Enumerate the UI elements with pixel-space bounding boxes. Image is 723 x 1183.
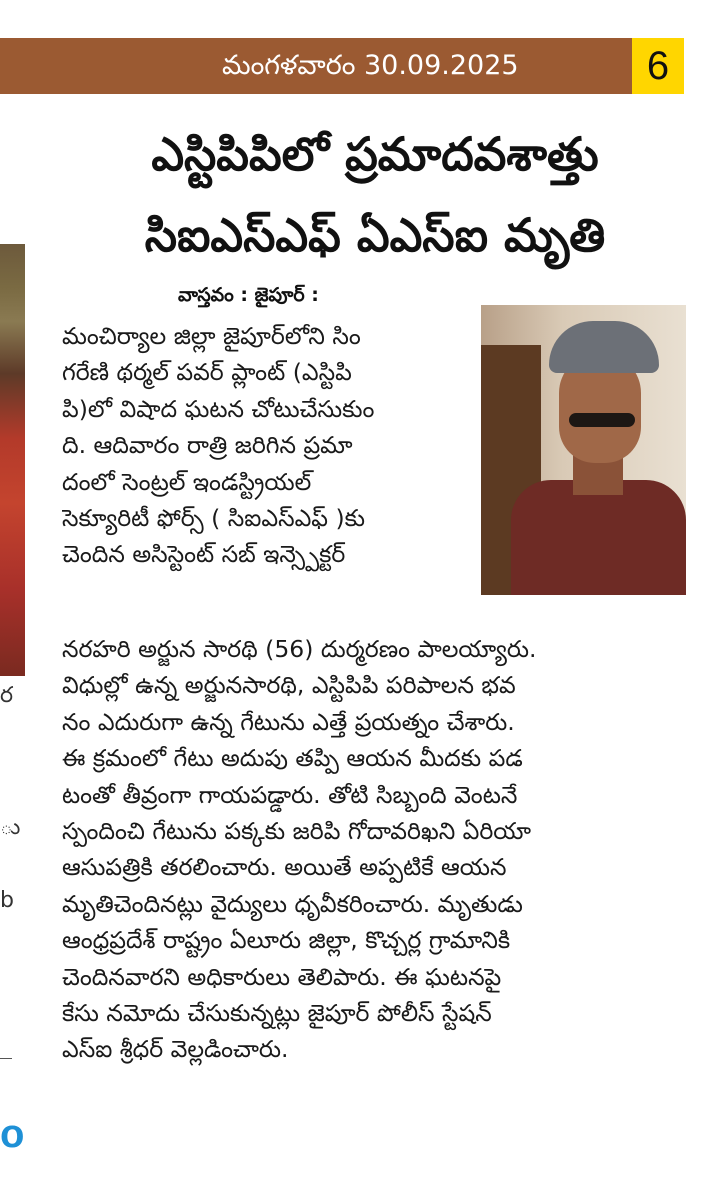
header-date: మంగళవారం 30.09.2025: [222, 50, 519, 81]
body-line: దంలో సెంట్రల్ ఇండస్ట్రియల్: [62, 467, 312, 496]
body-line: మృతిచెందినట్లు వైద్యులు ధృవీకరించారు. మృతుడు: [62, 889, 523, 918]
body-line: ఎస్ఐ శ్రీధర్ వెల్లడించారు.: [62, 1035, 289, 1064]
article-body-column: [62, 318, 477, 573]
body-line: గరేణి థర్మల్ పవర్ ప్లాంట్ (ఎస్టిపి: [62, 358, 352, 387]
body-line: ఈ క్రమంలో గేటు అదుపు తప్పి ఆయన మీదకు పడ: [62, 744, 523, 773]
article-body-full: [62, 631, 682, 1068]
headline-line-1: ఎస్టిపిపిలో ప్రమాదవశాత్తు: [151, 127, 599, 181]
body-line: నరహరి అర్జున సారథి (56) దుర్మరణం పాలయ్యారు.: [62, 635, 537, 663]
body-line: మంచిర్యాల జిల్లా జైపూర్‌లోని సిం: [62, 322, 361, 350]
headline-line-2: సిఐఎస్ఎఫ్ ఏఎస్ఐ మృతి: [144, 208, 606, 262]
adjacent-text-fragment: ర: [0, 683, 14, 708]
body-line: కేసు నమోదు చేసుకున్నట్లు జైపూర్ పోలీస్ స్టేషన్: [62, 998, 492, 1027]
adjacent-text-fragment: ు: [0, 815, 21, 840]
body-line: విధుల్లో ఉన్న అర్జునసారథి, ఎస్టిపిపి పరిపాలన భవ: [62, 671, 516, 700]
body-line: పి)లో విషాద ఘటన చోటుచేసుకుం: [62, 394, 375, 423]
body-line: టంతో తీవ్రంగా గాయపడ్డారు. తోటి సిబ్బంది వెంటనే: [62, 780, 518, 809]
adjacent-text-fragment: b: [0, 888, 14, 913]
body-line: ఆంధ్రప్రదేశ్ రాష్ట్రం ఏలూరు జిల్లా, కొచ్చర్ల గ్రామానికి: [62, 926, 511, 955]
person-photo: [481, 305, 686, 595]
adjacent-logo-fragment: o: [0, 1112, 25, 1156]
adjacent-article-photo: [0, 244, 25, 676]
byline: వాస్తవం : జైపూర్ :: [178, 284, 319, 306]
body-line: ఆసుపత్రికి తరలించారు. అయితే అప్పటికే ఆయన: [62, 853, 507, 882]
adjacent-divider: [0, 1058, 12, 1059]
body-line: ది. ఆదివారం రాత్రి జరిగిన ప్రమా: [62, 431, 353, 460]
page-number-badge: 6: [632, 38, 684, 94]
body-line: చెందిన అసిస్టెంట్ సబ్ ఇన్స్పెక్టర్: [62, 540, 346, 569]
body-line: స్పందించి గేటును పక్కకు జరిపి గోదావరిఖని ఏరియా: [62, 816, 532, 845]
body-line: నం ఎదురుగా ఉన్న గేటును ఎత్తే ప్రయత్నం చేశారు.: [62, 707, 515, 736]
body-line: సెక్యూరిటీ ఫోర్స్ ( సిఐఎస్ఎఫ్ )కు: [62, 503, 366, 532]
body-line: చెందినవారని అధికారులు తెలిపారు. ఈ ఘటనపై: [62, 962, 502, 991]
